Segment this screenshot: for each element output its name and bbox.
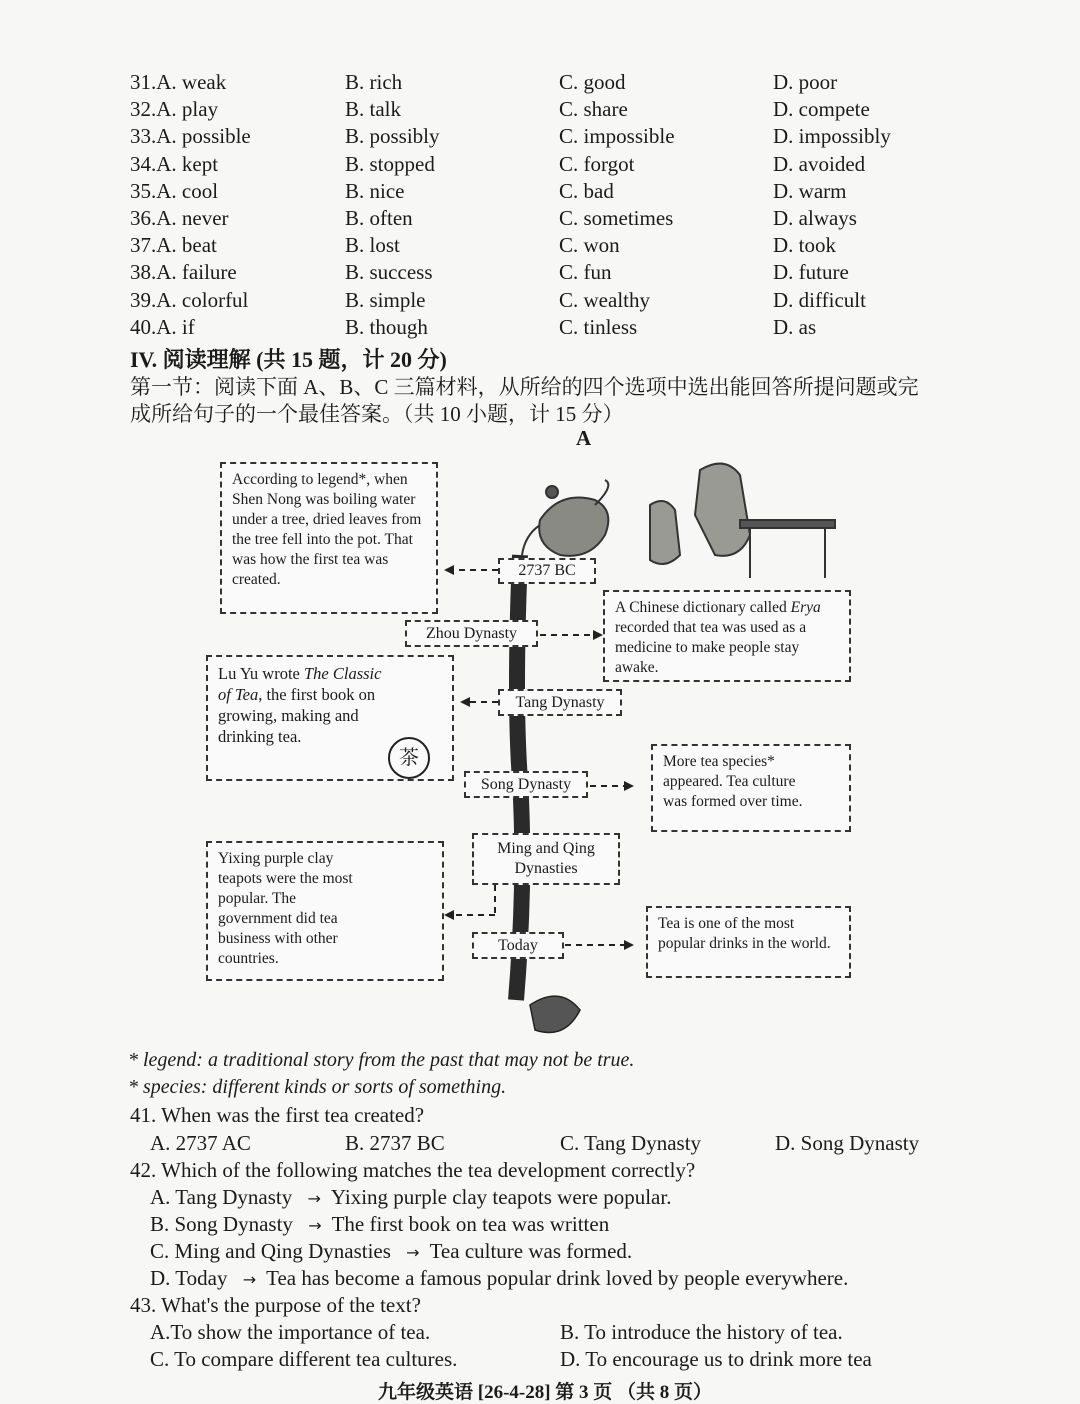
- cloze-option-c[interactable]: C. tinless: [559, 314, 638, 339]
- cloze-option-a[interactable]: 37.A. beat: [130, 233, 217, 258]
- q43-option-d[interactable]: D. To encourage us to drink more tea: [560, 1347, 872, 1371]
- cloze-option-b[interactable]: B. success: [345, 260, 433, 285]
- cloze-option-d[interactable]: D. took: [773, 233, 836, 258]
- arrow-icon: →: [406, 1243, 420, 1262]
- teapot-pouring-illustration: [522, 480, 608, 556]
- arrow-icon: →: [307, 1189, 321, 1208]
- q42-b-era: B. Song Dynasty: [150, 1212, 293, 1236]
- cloze-option-b[interactable]: B. though: [345, 314, 428, 339]
- label-tang-dynasty: Tang Dynasty: [498, 689, 622, 716]
- q42-a-era: A. Tang Dynasty: [150, 1185, 293, 1209]
- label-ming-qing: Ming and Qing Dynasties: [472, 833, 620, 885]
- luyu-text-1: Lu Yu wrote: [218, 664, 304, 683]
- q42-option-d[interactable]: [150, 1266, 848, 1291]
- question-41: 41. When was the first tea created?: [130, 1103, 425, 1127]
- yixing-box: [206, 841, 444, 981]
- today-box: Tea is one of the most popular drinks in the world.: [646, 906, 851, 978]
- question-43: 43. What's the purpose of the text?: [130, 1293, 421, 1317]
- q42-a-event: Yixing purple clay teapots were popular.: [330, 1185, 672, 1209]
- cloze-option-a[interactable]: 38.A. failure: [130, 260, 237, 285]
- passage-label: A: [576, 426, 592, 450]
- instruction-line-1: 第一节：阅读下面 A、B、C 三篇材料，从所给的四个选项中选出能回答所提问题或完: [130, 375, 919, 399]
- cloze-option-c[interactable]: C. bad: [559, 178, 614, 203]
- cloze-option-d[interactable]: D. impossibly: [773, 124, 891, 149]
- luyu-book-title: The Classic of Tea: [218, 664, 382, 704]
- arrow-icon: →: [308, 1216, 322, 1235]
- q42-d-event: Tea has become a famous popular drink loved by people everywhere.: [266, 1266, 849, 1290]
- cloze-option-c[interactable]: C. share: [559, 97, 628, 122]
- erya-text-1: A Chinese dictionary called: [615, 599, 791, 616]
- arrow-icon: →: [242, 1270, 257, 1289]
- section-title: IV. 阅读理解 (共 15 题，计 20 分): [130, 347, 447, 372]
- q41-option-b[interactable]: B. 2737 BC: [345, 1131, 445, 1155]
- q41-option-a[interactable]: A. 2737 AC: [150, 1131, 251, 1155]
- cloze-option-b[interactable]: B. rich: [345, 70, 403, 94]
- cloze-option-a[interactable]: 34.A. kept: [130, 151, 219, 176]
- yixing-text: Yixing purple clay teapots were the most popular. The government did tea business with other countries.: [218, 850, 353, 967]
- cloze-option-d[interactable]: D. avoided: [773, 151, 866, 176]
- cloze-option-a[interactable]: 31.A. weak: [130, 70, 227, 94]
- cloze-option-a[interactable]: 39.A. colorful: [130, 287, 249, 312]
- label-song-dynasty: Song Dynasty: [464, 771, 588, 798]
- q42-c-event: Tea culture was formed.: [429, 1239, 633, 1263]
- cloze-option-c[interactable]: C. sometimes: [559, 206, 674, 230]
- q41-option-c[interactable]: C. Tang Dynasty: [560, 1131, 702, 1155]
- ancient-figures-illustration: [650, 464, 835, 578]
- cloze-option-b[interactable]: B. talk: [345, 97, 401, 122]
- species-box: More tea species* appeared. Tea culture was formed over time.: [651, 744, 851, 832]
- cloze-option-a[interactable]: 33.A. possible: [130, 124, 251, 149]
- note-legend: * legend: a traditional story from the past that may not be true.: [128, 1049, 635, 1071]
- label-today: Today: [472, 932, 564, 959]
- q42-c-era: C. Ming and Qing Dynasties: [150, 1239, 391, 1263]
- page-footer: 九年级英语 [26-4-28] 第 3 页 （共 8 页）: [378, 1382, 713, 1403]
- cloze-option-c[interactable]: C. fun: [559, 260, 612, 285]
- q42-option-b[interactable]: [150, 1212, 609, 1237]
- q42-d-era: D. Today: [150, 1266, 228, 1290]
- cloze-option-b[interactable]: B. possibly: [345, 124, 440, 149]
- cloze-option-b[interactable]: B. lost: [345, 233, 400, 258]
- q43-option-a[interactable]: A.To show the importance of tea.: [150, 1320, 431, 1344]
- cloze-option-d[interactable]: D. as: [773, 314, 817, 339]
- q41-option-d[interactable]: D. Song Dynasty: [775, 1131, 920, 1155]
- label-2737bc: 2737 BC: [498, 558, 596, 584]
- cloze-option-d[interactable]: D. always: [773, 206, 857, 230]
- cloze-option-c[interactable]: C. good: [559, 70, 626, 94]
- cloze-option-c[interactable]: C. impossible: [559, 124, 675, 149]
- instruction-line-2: 成所给句子的一个最佳答案。（共 10 小题，计 15 分）: [130, 402, 624, 426]
- tea-leaf-icon: [530, 996, 580, 1032]
- label-zhou-dynasty: Zhou Dynasty: [405, 620, 538, 647]
- cloze-option-c[interactable]: C. wealthy: [559, 287, 650, 312]
- cloze-option-d[interactable]: D. difficult: [773, 287, 866, 312]
- q42-option-c[interactable]: [150, 1239, 632, 1264]
- tea-character-seal: 茶: [388, 737, 430, 779]
- q43-option-b[interactable]: B. To introduce the history of tea.: [560, 1320, 843, 1344]
- cloze-option-a[interactable]: 32.A. play: [130, 97, 219, 122]
- cloze-option-a[interactable]: 40.A. if: [130, 314, 195, 339]
- cloze-option-b[interactable]: B. simple: [345, 287, 426, 312]
- cloze-option-c[interactable]: C. won: [559, 233, 620, 258]
- erya-box: [603, 590, 851, 682]
- cloze-option-b[interactable]: B. often: [345, 206, 413, 230]
- cloze-option-b[interactable]: B. nice: [345, 178, 405, 203]
- q43-option-c[interactable]: C. To compare different tea cultures.: [150, 1347, 458, 1371]
- cloze-option-a[interactable]: 36.A. never: [130, 206, 229, 230]
- cloze-option-d[interactable]: D. compete: [773, 97, 870, 122]
- q42-b-event: The first book on tea was written: [331, 1212, 610, 1236]
- q42-option-a[interactable]: [150, 1185, 671, 1210]
- cloze-option-c[interactable]: C. forgot: [559, 151, 635, 176]
- cloze-option-b[interactable]: B. stopped: [345, 151, 435, 176]
- luyu-text-2: , the first book on growing, making and drinking tea.: [218, 685, 376, 746]
- note-species: * species: different kinds or sorts of something.: [128, 1076, 507, 1098]
- cloze-option-d[interactable]: D. warm: [773, 178, 847, 203]
- erya-text-2: recorded that tea was used as a medicine to make people stay awake.: [615, 619, 807, 676]
- cloze-option-d[interactable]: D. future: [773, 260, 849, 285]
- cloze-option-a[interactable]: 35.A. cool: [130, 178, 219, 203]
- question-42: 42. Which of the following matches the tea development correctly?: [130, 1158, 696, 1182]
- cloze-option-d[interactable]: D. poor: [773, 70, 838, 94]
- erya-title: Erya: [790, 599, 821, 616]
- shennong-box: According to legend*, when Shen Nong was boiling water under a tree, dried leaves from the tree fell into the pot. That was how the first tea was created.: [220, 462, 438, 614]
